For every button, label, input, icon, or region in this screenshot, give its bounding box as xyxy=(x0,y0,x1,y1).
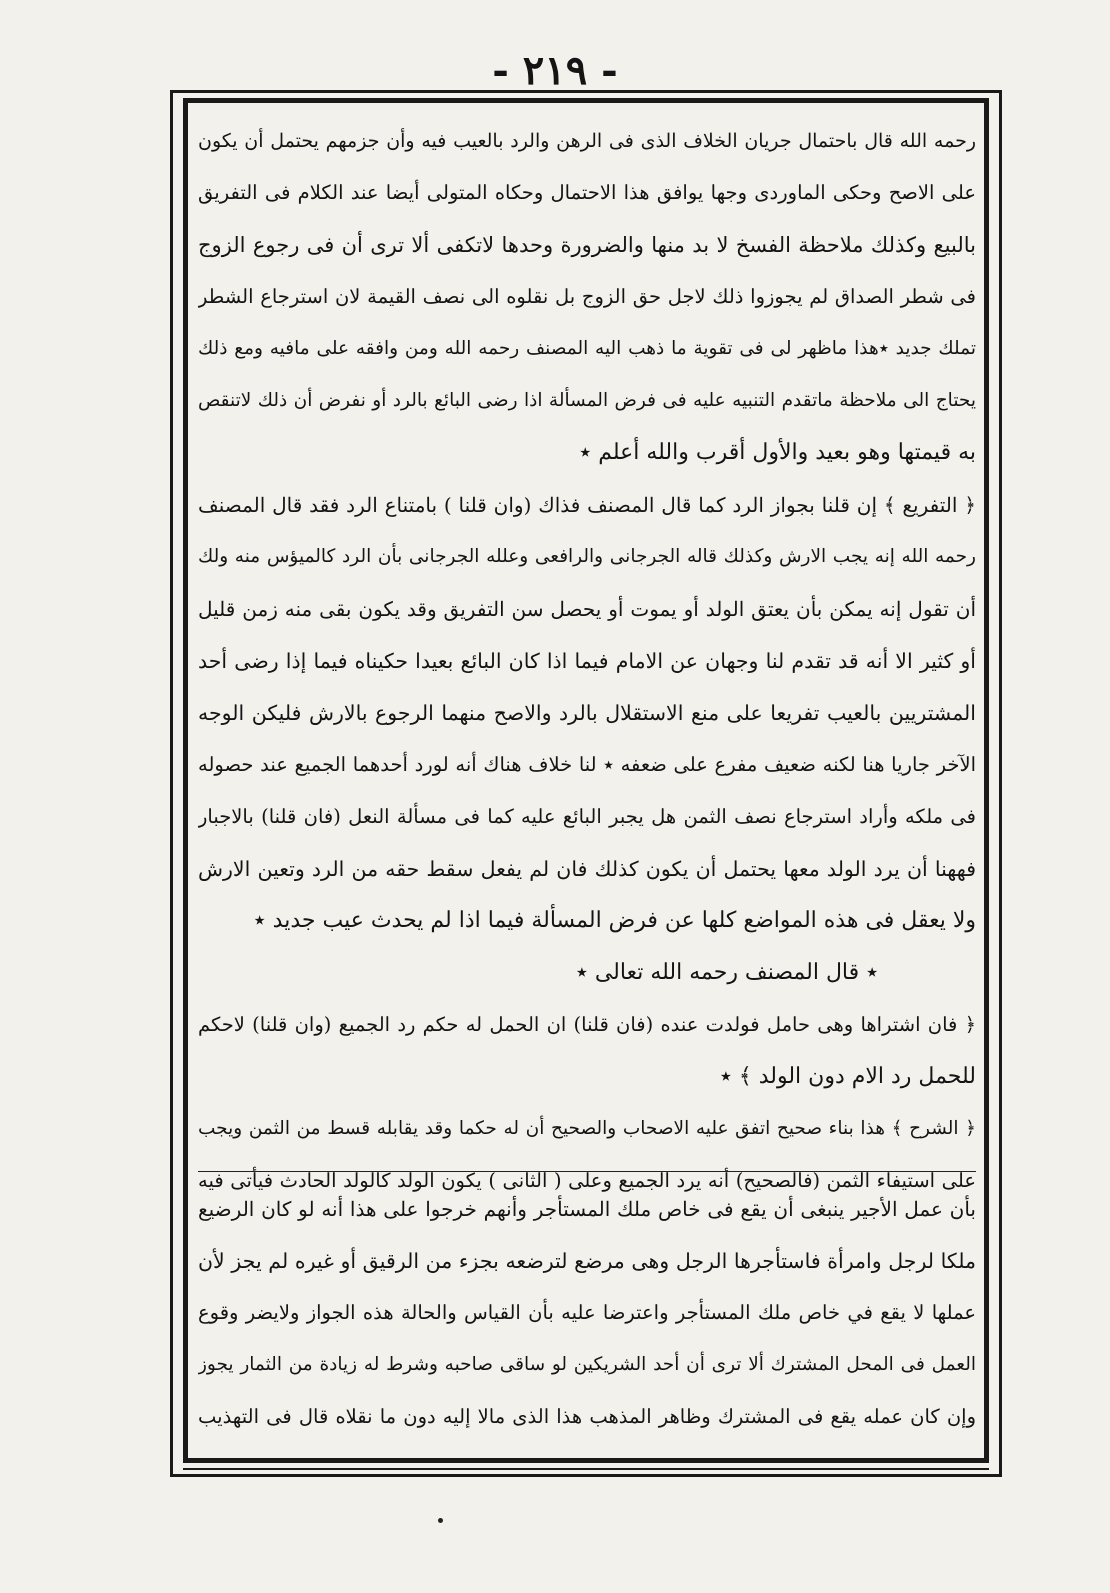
text-line: رحمه الله إنه يجب الارش وكذلك قاله الجرجانى والرافعى وعلله الجرجانى بأن الرد كالميؤس منه ولك xyxy=(198,546,976,567)
footnote-text xyxy=(198,1183,976,1443)
text-line: فههنا أن يرد الولد معها يحتمل أن يكون كذلك فان لم يفعل سقط حقه من الرد وتعين الارش xyxy=(198,857,976,881)
text-line: يحتاج الى ملاحظة ماتقدم التنبيه عليه فى فرض المسألة اذا رضى البائع بالرد أو نفرض أن ذلك لاتنقص xyxy=(198,390,976,411)
author-quote-heading: ٭ قال المصنف رحمه الله تعالى ٭ xyxy=(575,960,879,985)
text-line: على الاصح وحكى الماوردى وجها يوافق هذا الاحتمال وحكاه المتولى أيضا عند الكلام فى التفريق xyxy=(198,181,976,204)
main-text xyxy=(198,115,976,1207)
text-line: على استيفاء الثمن (فالصحيح) أنه يرد الجميع وعلى ( الثانى ) يكون الولد كالولد الحادث فيأتى فيه xyxy=(198,1169,976,1192)
author-quote-line: ﴿ فان اشتراها وهى حامل فولدت عنده (فان قلنا) ان الحمل له حكم رد الجميع (وان قلنا) لاحكم xyxy=(198,1013,976,1036)
text-line: المشتريين بالعيب تفريعا على منع الاستقلال بالرد والاصح منهما الرجوع بالارش فليكن الوجه xyxy=(198,701,976,725)
text-line: تملك جديد ٭هذا ماظهر لى فى تقوية ما ذهب اليه المصنف رحمه الله ومن وافقه على مافيه ومع ذلك xyxy=(198,338,976,359)
footnote-separator xyxy=(198,1171,976,1172)
footnote-line: وإن كان عمله يقع فى المشترك وظاهر المذهب هذا الذى مالا إليه دون ما نقلاه قال فى التهذيب xyxy=(198,1405,976,1428)
page-border-bottom-rule xyxy=(183,1468,989,1470)
footnote-line: العمل فى المحل المشترك ألا ترى أن أحد الشريكين لو ساقى صاحبه وشرط له زيادة من الثمار يجوز xyxy=(198,1354,976,1375)
text-line: بالبيع وكذلك ملاحظة الفسخ لا بد منها والضرورة وحدها لاتكفى ألا ترى أن فى رجوع الزوج xyxy=(198,233,976,257)
author-quote-line: للحمل رد الام دون الولد ﴾ ٭ xyxy=(719,1064,976,1089)
text-line: فى شطر الصداق لم يجوزوا ذلك لاجل حق الزوج بل نقلوه الى نصف القيمة لان استرجاع الشطر xyxy=(198,285,976,308)
text-line: الآخر جاريا هنا لكنه ضعيف مفرع على ضعفه ٭ لنا خلاف هناك أنه لورد أحدهما الجميع عند حصوله xyxy=(198,753,976,776)
text-line: به قيمتها وهو بعيد والأول أقرب والله أعلم ٭ xyxy=(579,440,976,465)
text-line: أو كثير الا أنه قد تقدم لنا وجهان عن الامام فيما اذا كان البائع بعيدا حكيناه فيما إذا رضى أحد xyxy=(198,649,976,673)
text-line: ولا يعقل فى هذه المواضع كلها عن فرض المسألة فيما اذا لم يحدث عيب جديد ٭ xyxy=(253,908,976,933)
section-heading-tafri: ﴿ التفريع ﴾ إن قلنا بجواز الرد كما قال المصنف فذاك (وان قلنا ) بامتناع الرد فقد قال المصنف xyxy=(198,493,976,517)
footnote-line: بأن عمل الأجير ينبغى أن يقع فى خاص ملك المستأجر وأنهم خرجوا على هذا أنه لو كان الرضيع xyxy=(198,1197,976,1221)
footnote-line: عملها لا يقع في خاص ملك المستأجر واعترضا عليه بأن القياس والحالة هذه الجواز ولايضر وقوع xyxy=(198,1301,976,1324)
text-line: أن تقول إنه يمكن بأن يعتق الولد أو يموت أو يحصل سن التفريق وقد يكون بقى منه زمن قليل xyxy=(198,597,976,621)
footnote-line: ملكا لرجل وامرأة فاستأجرها الرجل وهى مرضع لترضعه بجزء من الرقيق أو غيره لم يجز لأن xyxy=(198,1249,976,1273)
ink-speck xyxy=(438,1518,443,1523)
text-line: رحمه الله قال باحتمال جريان الخلاف الذى فى الرهن والرد بالعيب فيه وأن جزمهم يحتمل أن يكون xyxy=(198,130,976,152)
commentary-heading: ﴿ الشرح ﴾ هذا بناء صحيح اتفق عليه الاصحاب والصحيح أن له حكما وقد يقابله قسط من الثمن ويجب xyxy=(198,1118,976,1139)
page-number: - ٢١٩ - xyxy=(492,47,618,94)
text-line: فى ملكه وأراد استرجاع نصف الثمن هل يجبر البائع عليه كما فى مسألة النعل (فان قلنا) بالاجبار xyxy=(198,805,976,828)
